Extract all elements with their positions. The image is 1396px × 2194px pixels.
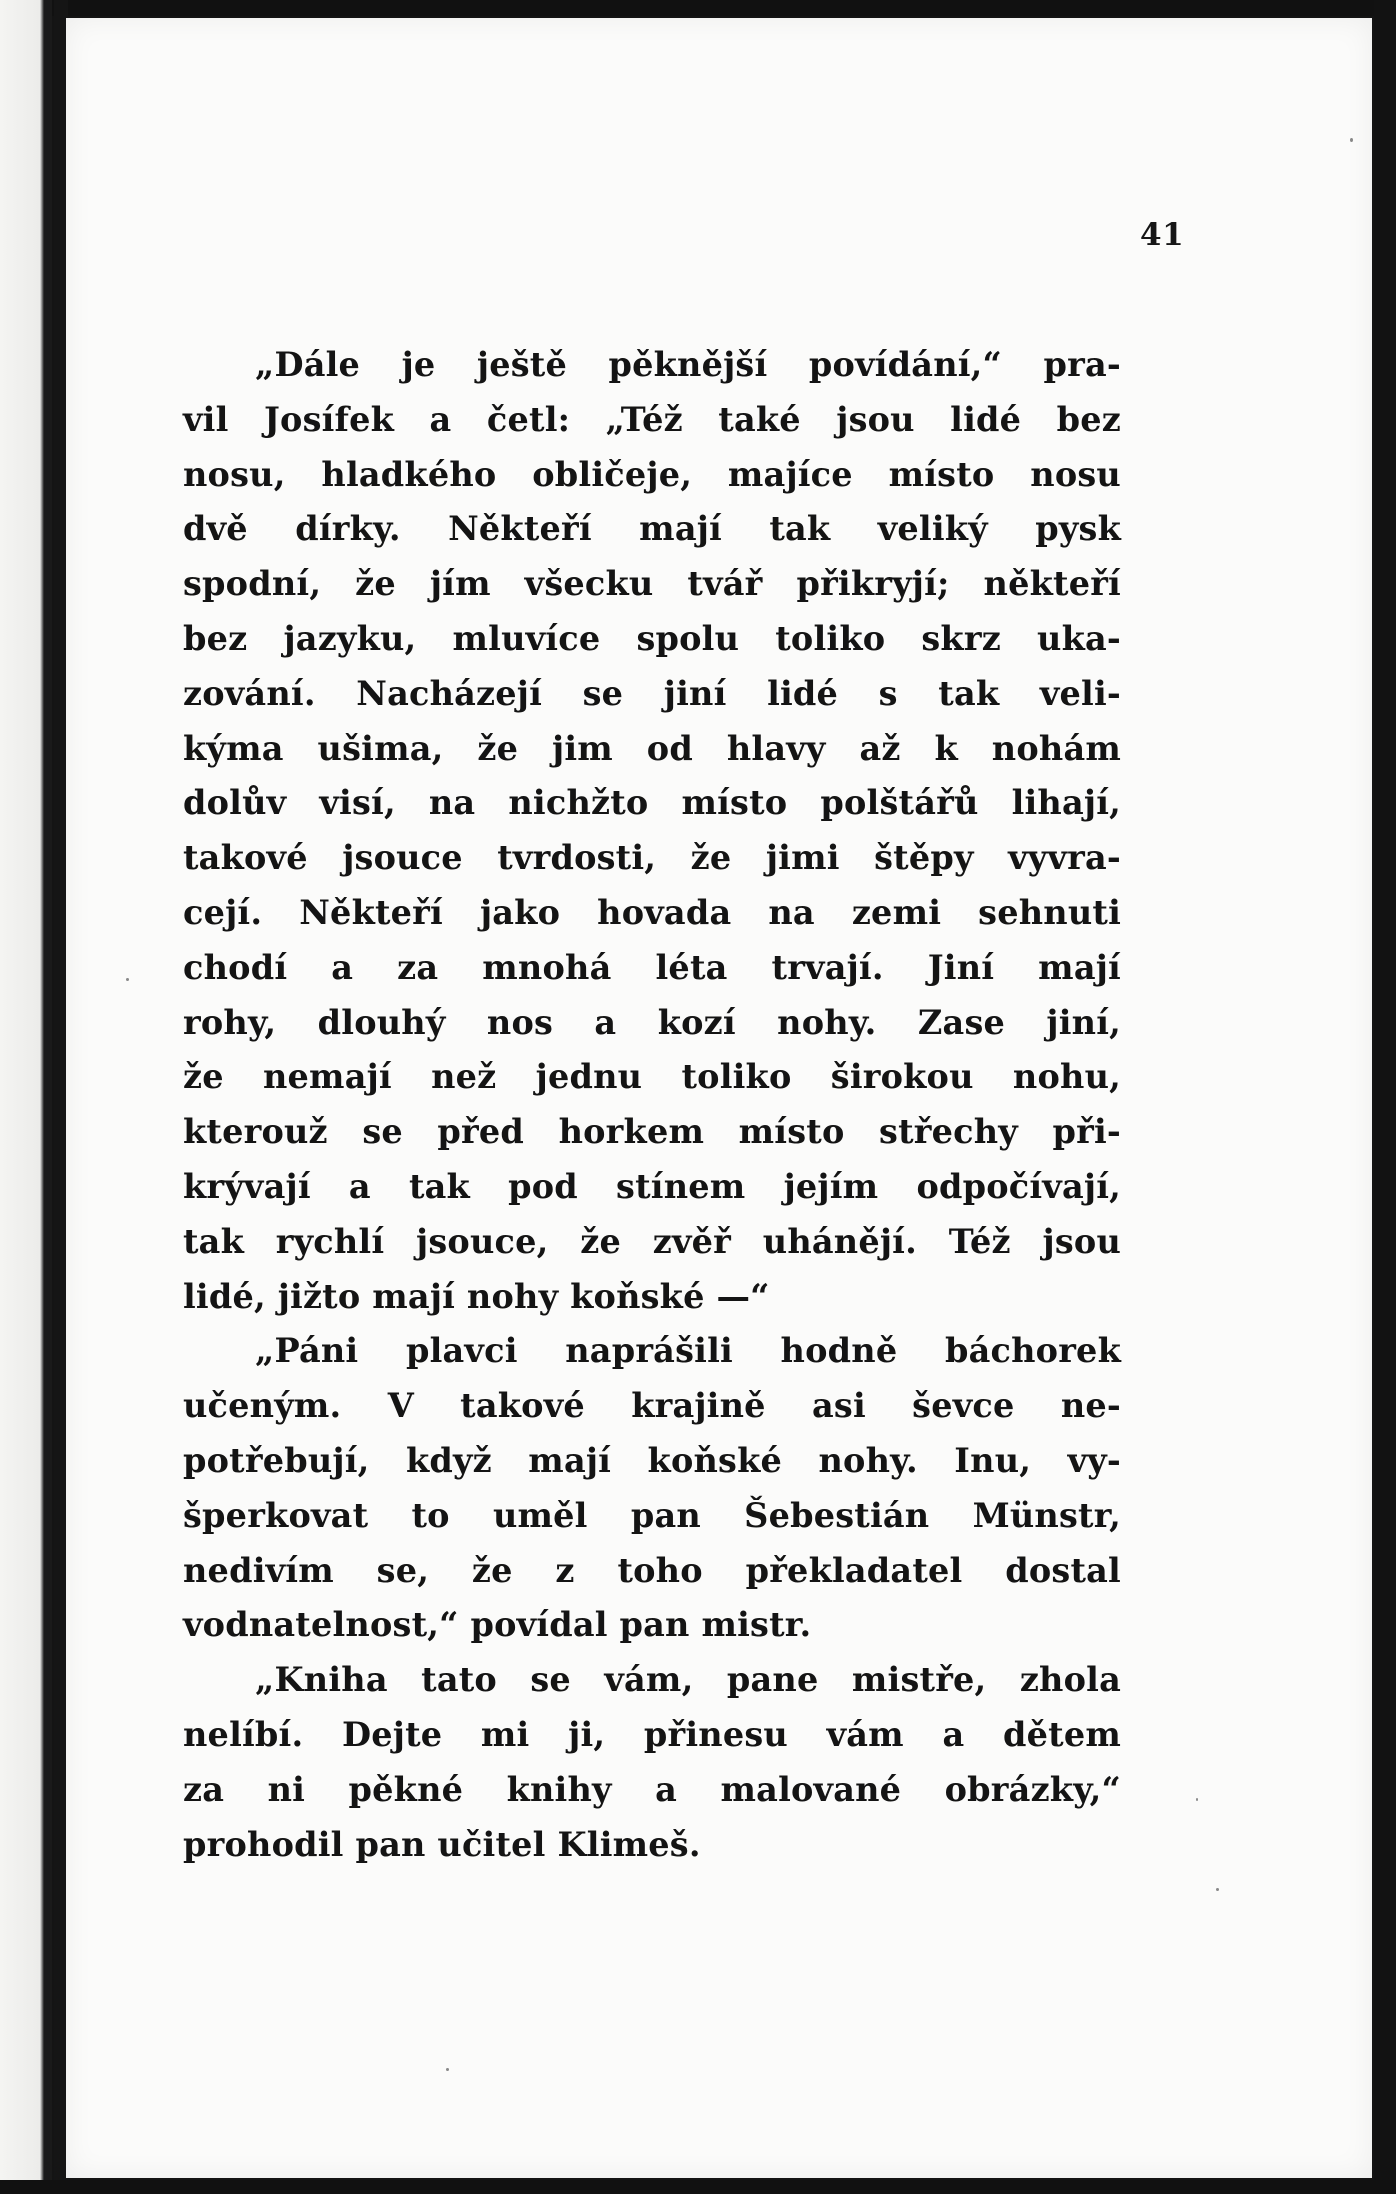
page-number: 41 [1140,217,1185,253]
paper-speck [1216,1888,1219,1891]
text-line: vodnatelnost,“ povídal pan mistr. [183,1605,812,1645]
paper-speck [126,978,129,981]
paper-speck [1350,138,1353,142]
text-line: nelíbí. Dejte mi ji, přinesu vám a dětem [183,1714,1121,1754]
text-line: „Kniha tato se vám, pane mistře, zhola [255,1660,1121,1700]
text-line: že nemají než jednu toliko širokou nohu, [183,1057,1121,1097]
scan-right-edge [1374,0,1396,2194]
body-text [183,338,1121,1872]
text-line: chodí a za mnohá léta trvají. Jiní mají [183,947,1121,987]
text-line: lidé, jižto mají nohy koňské —“ [183,1276,770,1316]
text-line: šperkovat to uměl pan Šebestián Münstr, [183,1495,1121,1535]
text-line: potřebují, když mají koňské nohy. Inu, vy- [183,1440,1121,1480]
scan-top-edge [0,0,1396,16]
text-line: bez jazyku, mluvíce spolu toliko skrz uka- [183,618,1121,658]
text-line: dolův visí, na nichžto místo polštářů lihají, [183,783,1121,823]
scan-bottom-edge [0,2180,1396,2194]
paper-speck [446,2068,449,2071]
scan-left-edge [0,0,52,2194]
text-line: za ni pěkné knihy a malované obrázky,“ [183,1769,1121,1809]
text-line: tak rychlí jsouce, že zvěř uhánějí. Též jsou [183,1221,1121,1261]
text-line: takové jsouce tvrdosti, že jimi štěpy vyvra- [183,838,1121,878]
text-line: „Páni plavci naprášili hodně báchorek [255,1331,1121,1371]
text-line: cejí. Někteří jako hovada na zemi sehnuti [183,892,1121,932]
text-line: krývají a tak pod stínem jejím odpočívají, [183,1166,1121,1206]
text-line: rohy, dlouhý nos a kozí nohy. Zase jiní, [183,1002,1121,1042]
text-line: prohodil pan učitel Klimeš. [183,1824,701,1864]
paper-speck [1196,1798,1198,1801]
text-line: nedivím se, že z toho překladatel dostal [183,1550,1121,1590]
text-line: učeným. V takové krajině asi ševce ne- [183,1386,1121,1426]
text-line: „Dále je ještě pěknější povídání,“ pra- [255,345,1121,384]
text-line: nosu, hladkého obličeje, majíce místo nosu [183,454,1121,494]
text-line: spodní, že jím všecku tvář přikryjí; někteří [183,564,1121,604]
text-line: vil Josífek a četl: „Též také jsou lidé bez [183,399,1121,439]
text-line: zování. Nacházejí se jiní lidé s tak veli- [183,673,1121,713]
text-line: kýma ušima, že jim od hlavy až k nohám [183,728,1121,768]
text-line: dvě dírky. Někteří mají tak veliký pysk [183,509,1121,549]
text-line: kterouž se před horkem místo střechy při- [183,1112,1121,1152]
